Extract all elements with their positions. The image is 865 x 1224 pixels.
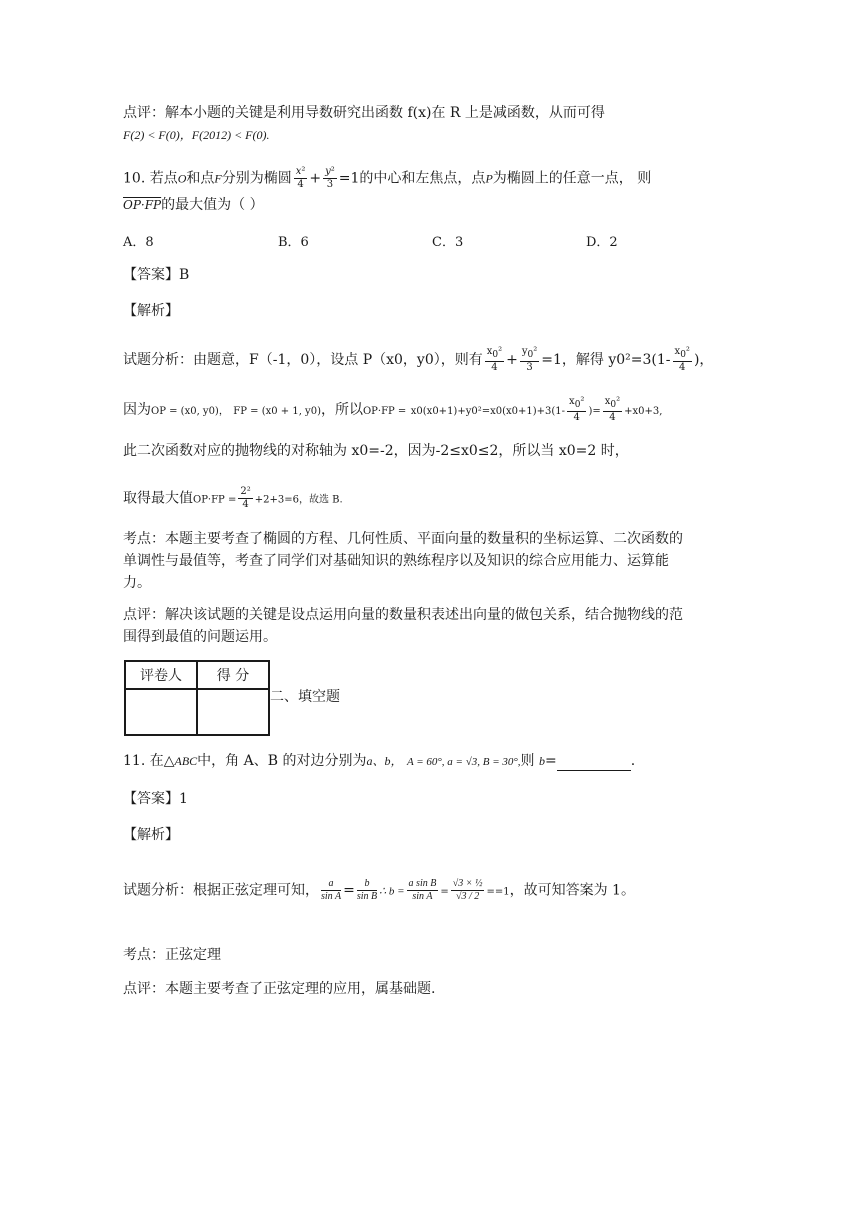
option-b: B．6 bbox=[278, 235, 309, 250]
option-a: A．8 bbox=[123, 235, 154, 250]
answer-10: 【答案】B bbox=[123, 267, 190, 283]
section-title: 二、填空题 bbox=[270, 689, 340, 705]
kaodian-11: 考点：正弦定理 bbox=[123, 947, 221, 963]
option-c: C．3 bbox=[432, 235, 464, 250]
option-d: D．2 bbox=[586, 235, 618, 250]
question-10-line2: OP·FP的最大值为（ ） bbox=[123, 197, 264, 213]
review-prev-line2: F(2) < F(0)，F(2012) < F(0). bbox=[123, 128, 270, 142]
analysis-10-line1: 试题分析：由题意，F（-1，0），设点 P（x0，y0），则有 $\frac{x_0^2}{4}$ + $\frac{y_0^2}{3}$ =1，解得 y0²=3(1- $\frac{x_0^2}{4}$ )， bbox=[123, 346, 714, 373]
ellipse-y-term: $\frac{\text{y²}}{3}$ bbox=[325, 166, 335, 190]
grader-col-score: 得 分 bbox=[197, 661, 269, 689]
dianping-10-line1: 点评：解决该试题的关键是设点运用向量的数量积表述出向量的做包关系，结合抛物线的范 bbox=[123, 607, 683, 623]
grader-score-cell bbox=[197, 689, 269, 735]
kaodian-10-line1: 考点：本题主要考查了椭圆的方程、几何性质、平面向量的数量积的坐标运算、二次函数的 bbox=[123, 531, 683, 547]
analysis-10-label: 【解析】 bbox=[123, 303, 179, 319]
question-10-stem: 10. 若点O和点F分别为椭圆 $\frac{\text{x²}}{4}$ + $\frac{\text{y²}}{3}$ =1的中心和左焦点，点P为椭圆上的任意一点， 则 bbox=[123, 166, 652, 190]
answer-blank[interactable] bbox=[557, 756, 631, 771]
kaodian-10-line2: 单调性与最值等，考查了同学们对基础知识的熟练程序以及知识的综合应用能力、运算能 bbox=[123, 553, 669, 569]
question-11-stem: 11. 在△ABC中，角 A、B 的对边分别为a、b， A = 60°, a = √3, B = 30°,则 b= . bbox=[123, 753, 636, 769]
analysis-11-line1: 试题分析：根据正弦定理可知， $\frac{a}{\text{sin A}}$ = $\frac{b}{\text{sin B}}$ ∴ b = $\frac{\text{a sin B}}{\text{sin A}}$ = $\frac{\text{√3 × ½}}{√3 / 2}$ ==1，故可知答案为 1。 bbox=[123, 878, 635, 902]
grader-table bbox=[124, 660, 270, 736]
analysis-10-line4: 取得最大值OP·FP = $\frac{\text{2²}}{4}$ +2+3=6，故选 B. bbox=[123, 486, 343, 510]
dianping-11: 点评：本题主要考查了正弦定理的应用，属基础题. bbox=[123, 981, 436, 997]
review-prev-line1: 点评：解本小题的关键是利用导数研究出函数 f(x)在 R 上是减函数，从而可得 bbox=[123, 105, 605, 121]
answer-11: 【答案】1 bbox=[123, 791, 188, 807]
grader-col-reviewer: 评卷人 bbox=[125, 661, 197, 689]
analysis-11-label: 【解析】 bbox=[123, 827, 179, 843]
dianping-10-line2: 围得到最值的问题运用。 bbox=[123, 629, 277, 645]
kaodian-10-line3: 力。 bbox=[123, 575, 151, 591]
grader-reviewer-cell bbox=[125, 689, 197, 735]
analysis-10-line2: 因为OP = (x0, y0)， FP = (x0 + 1, y0)，所以OP·FP = x0(x0+1)+y0²=x0(x0+1)+3(1- $\frac{x_0^2}{4}$ )= $\frac{x_0^2}{4}$ +x0+3, bbox=[123, 396, 663, 423]
ellipse-x-term: $\frac{\text{x²}}{4}$ bbox=[295, 166, 306, 190]
analysis-10-line3: 此二次函数对应的抛物线的对称轴为 x0=-2，因为-2≤x0≤2，所以当 x0=2 时， bbox=[123, 443, 629, 459]
